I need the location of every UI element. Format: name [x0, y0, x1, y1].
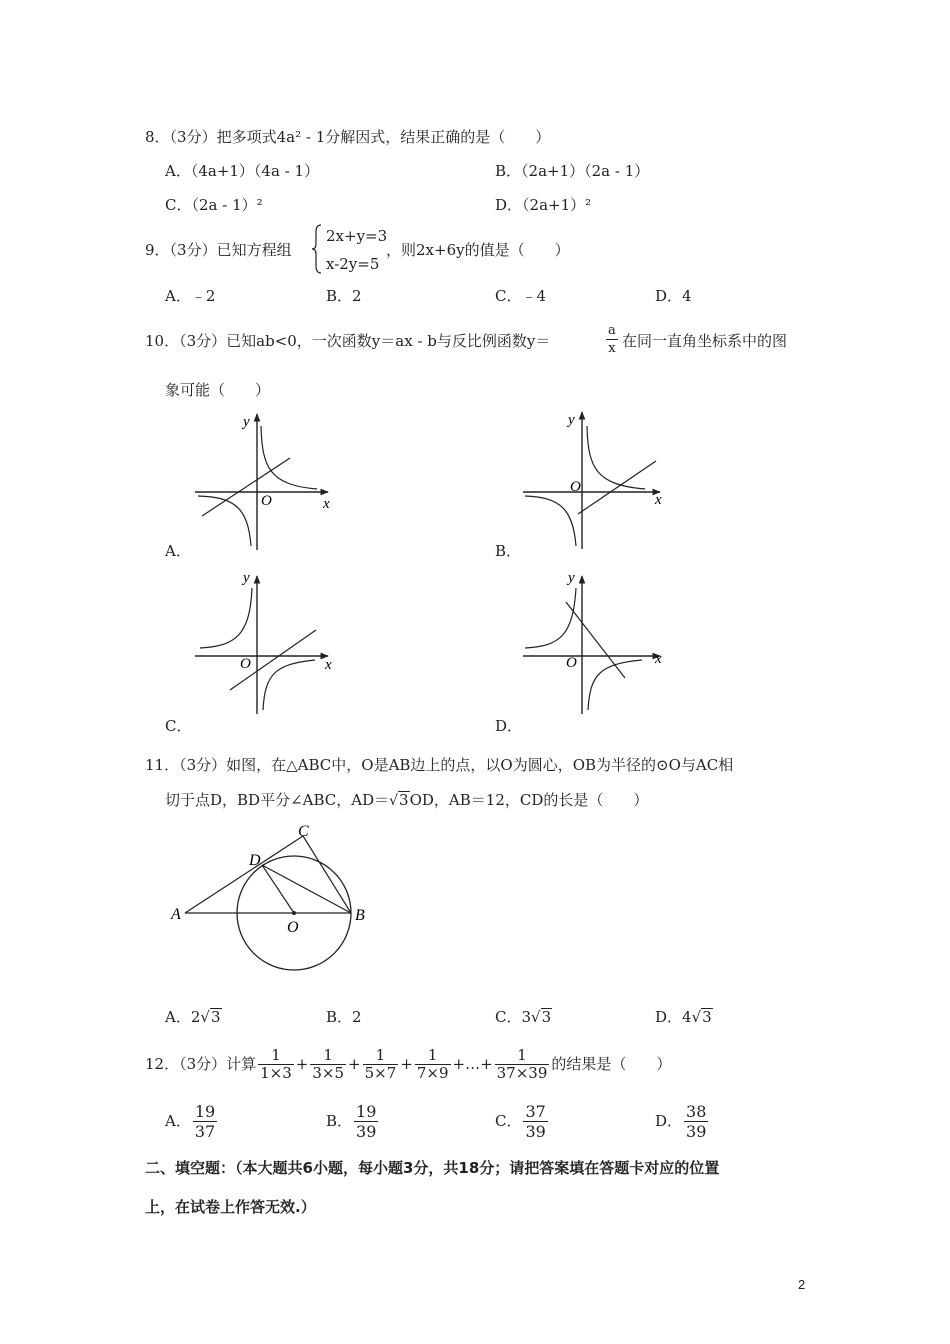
- q12-option-b[interactable]: [326, 1100, 380, 1142]
- segment-cb: [303, 836, 351, 913]
- q12-option-den: 39: [356, 1121, 377, 1141]
- x-axis-label: x: [655, 651, 662, 667]
- q12-term-num: 1: [258, 1047, 294, 1065]
- sqrt-icon: √: [531, 1008, 541, 1026]
- q10-option-b[interactable]: B．: [495, 542, 522, 560]
- x-axis-label: x: [655, 492, 662, 508]
- q12-option-label: A．: [165, 1112, 191, 1130]
- q10-stem-line2: 象可能（ ）: [165, 381, 271, 399]
- q12-term-den: 1×3: [260, 1063, 292, 1082]
- q11-option-a-radicand: 3: [210, 1008, 221, 1026]
- section2-heading-line2: 上，在试卷上作答无效.）: [145, 1198, 316, 1216]
- q12-option-c[interactable]: [495, 1100, 550, 1142]
- q12-suffix: 的结果是（ ）: [551, 1055, 672, 1073]
- q12-term-den: 3×5: [312, 1063, 345, 1082]
- q11-stem-line1: 11．（3分）如图，在△ABC中，O是AB边上的点，以O为圆心，OB为半径的⊙O与AC相: [145, 756, 734, 774]
- hyperbola-branch: [200, 588, 252, 648]
- q9-option-d[interactable]: D．4: [655, 287, 692, 305]
- q12-option-num: 19: [356, 1101, 377, 1121]
- q12-option-num: 19: [194, 1101, 216, 1121]
- origin-label: O: [566, 655, 577, 671]
- hyperbola-branch: [263, 660, 315, 710]
- q12-option-den: 39: [525, 1121, 546, 1141]
- origin-label: O: [240, 656, 251, 672]
- x-axis-label: x: [323, 496, 330, 512]
- q12-option-den: 37: [194, 1121, 216, 1141]
- label-d: D: [249, 852, 261, 869]
- q10-option-a[interactable]: A．: [165, 542, 191, 560]
- segment-do: [262, 865, 294, 913]
- q12-plus: +: [400, 1055, 413, 1073]
- label-o: O: [287, 919, 299, 936]
- q10-option-d[interactable]: D．: [495, 717, 523, 735]
- q11-stem-line2: [165, 790, 648, 811]
- q9-option-a[interactable]: A．﹣2: [165, 287, 216, 305]
- q12-option-label: C．: [495, 1112, 522, 1130]
- q12-plus: +: [348, 1055, 361, 1073]
- q9-brace: [312, 224, 322, 274]
- hyperbola-branch: [261, 426, 317, 489]
- segment-db: [262, 865, 351, 913]
- q12-option-num: 37: [525, 1101, 546, 1121]
- q12-term: [258, 1047, 294, 1082]
- q11-option-c[interactable]: [495, 1007, 552, 1027]
- q11-stem-line2-a: 切于点D，BD平分∠ABC，AD＝: [165, 791, 390, 809]
- q12-option-den: 39: [686, 1121, 707, 1141]
- q9-equation-2: x-2y=5: [326, 255, 380, 273]
- q11-option-d[interactable]: [655, 1007, 713, 1027]
- origin-label: O: [261, 493, 272, 509]
- q10-stem-part2: 在同一直角坐标系中的图: [622, 332, 788, 350]
- segment-ac: [185, 836, 303, 913]
- q11-radicand: 3: [399, 791, 409, 809]
- q8-option-d[interactable]: D．（2a+1）²: [495, 196, 592, 214]
- q12-term-den: 37×39: [496, 1063, 548, 1082]
- q10-fraction: [604, 322, 620, 357]
- q12-option-label: B．: [326, 1112, 353, 1130]
- q10-frac-den: x: [608, 341, 616, 356]
- q10-option-c[interactable]: C．: [165, 717, 192, 735]
- q11-option-c-label: C．3: [495, 1008, 532, 1026]
- x-axis-label: x: [325, 657, 332, 673]
- q8-option-c[interactable]: C．（2a - 1）²: [165, 196, 263, 214]
- q9-stem-suffix: ，则2x+6y的值是（ ）: [386, 241, 570, 259]
- q12-term-num: 1: [495, 1047, 550, 1065]
- q9-option-b[interactable]: B．2: [326, 287, 362, 305]
- q12-term-num: 1: [363, 1047, 399, 1065]
- q11-option-d-label: D．4: [655, 1008, 692, 1026]
- q12-option-label: D．: [655, 1112, 683, 1130]
- q12-term-den: 7×9: [416, 1063, 449, 1082]
- q12-term: [415, 1047, 451, 1082]
- q12-ellipsis: +…+: [452, 1055, 493, 1073]
- q12-plus: +: [295, 1055, 309, 1073]
- q11-option-b[interactable]: B．2: [326, 1008, 362, 1026]
- label-b: B: [355, 907, 365, 924]
- origin-label: O: [570, 479, 581, 495]
- q11-figure: [165, 820, 375, 980]
- q10-stem-part1: 10．（3分）已知ab<0，一次函数y＝ax - b与反比例函数y＝: [145, 332, 551, 350]
- q10-graph-b: [520, 406, 670, 551]
- q9-stem-prefix: 9．（3分）已知方程组: [145, 241, 292, 259]
- q11-option-c-radicand: 3: [541, 1008, 552, 1026]
- y-axis-label: y: [243, 570, 250, 586]
- q10-graph-a: [190, 408, 340, 553]
- q11-option-d-radicand: 3: [702, 1008, 712, 1026]
- hyperbola-branch: [525, 496, 576, 546]
- q12-option-a[interactable]: [165, 1100, 219, 1142]
- q12-term-den: 5×7: [364, 1063, 397, 1082]
- q11-stem-line2-b: OD，AB＝12，CD的长是（ ）: [409, 791, 649, 809]
- q12-last-term: [495, 1047, 550, 1082]
- q8-option-a[interactable]: A．（4a+1）（4a - 1）: [165, 162, 320, 180]
- linear-function-line: [578, 461, 656, 514]
- center-point: [292, 911, 296, 915]
- hyperbola-branch: [525, 588, 576, 648]
- q12-term-num: 1: [310, 1047, 346, 1065]
- sqrt-icon: √: [200, 1008, 210, 1026]
- hyperbola-branch: [198, 496, 251, 546]
- q12-option-num: 38: [686, 1101, 707, 1121]
- q11-option-a[interactable]: [165, 1007, 222, 1027]
- q12-term: [310, 1047, 346, 1082]
- q8-option-b[interactable]: B．（2a+1）（2a - 1）: [495, 162, 650, 180]
- label-a: A: [171, 906, 181, 923]
- q8-stem: 8．（3分）把多项式4a² - 1分解因式，结果正确的是（ ）: [145, 128, 551, 146]
- q10-frac-num: a: [608, 323, 616, 338]
- q10-graph-d: [520, 566, 670, 716]
- section2-heading-line1: 二、填空题：（本大题共6小题，每小题3分，共18分；请把答案填在答题卡对应的位置: [145, 1159, 720, 1177]
- q9-equation-1: 2x+y=3: [326, 227, 388, 245]
- q12-option-d[interactable]: [655, 1100, 710, 1142]
- linear-function-line: [202, 458, 290, 516]
- y-axis-label: y: [568, 412, 575, 428]
- label-c: C: [298, 823, 309, 840]
- hyperbola-branch: [588, 660, 642, 710]
- q12-prefix: 12．（3分）计算: [145, 1055, 257, 1073]
- sqrt-icon: √: [691, 1008, 702, 1026]
- page-number: 2: [798, 1277, 806, 1292]
- y-axis-label: y: [243, 414, 250, 430]
- y-axis-label: y: [568, 570, 575, 586]
- q11-option-a-label: A．2: [165, 1008, 201, 1026]
- q10-graph-c: [190, 566, 340, 716]
- sqrt-icon: √: [389, 793, 399, 809]
- q12-term-num: 1: [415, 1047, 451, 1065]
- q9-option-c[interactable]: C．﹣4: [495, 287, 547, 305]
- q12-term: [363, 1047, 399, 1082]
- hyperbola-branch: [587, 426, 645, 489]
- q12-stem: [145, 1044, 671, 1084]
